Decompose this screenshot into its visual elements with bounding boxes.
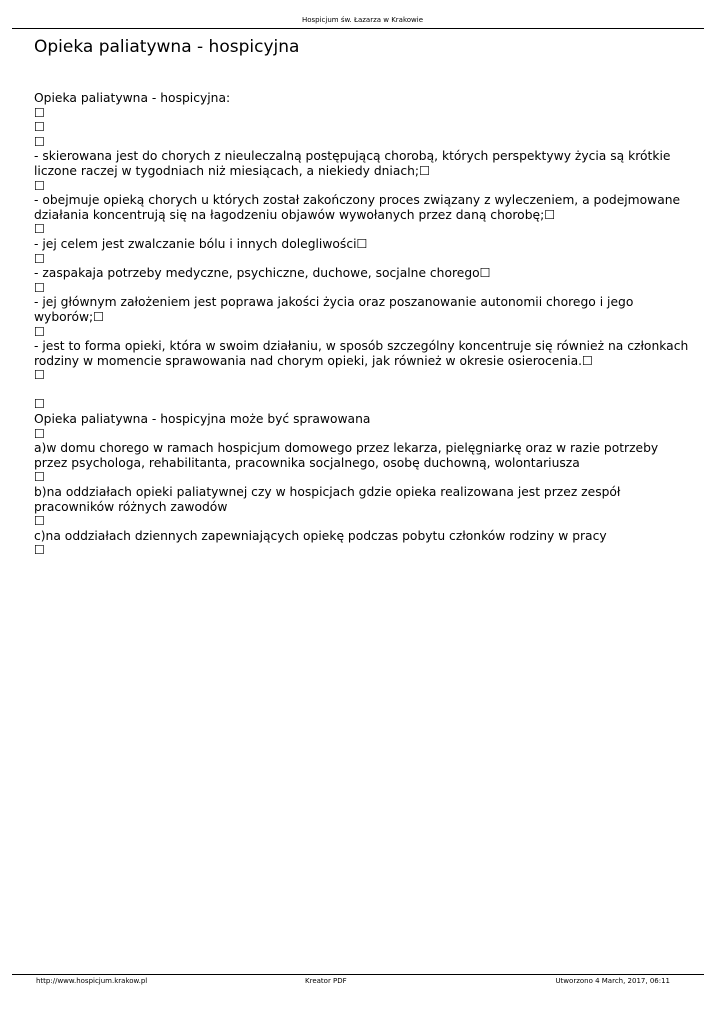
checkbox-glyph: ☐ xyxy=(34,470,46,485)
checkbox-glyph: ☐ xyxy=(34,222,46,237)
list-item: - jej głównym założeniem jest poprawa jakości życia oraz poszanowanie autonomii chorego i jego wyborów;☐ xyxy=(34,295,634,324)
article-body xyxy=(34,91,694,558)
checkbox-glyph: ☐ xyxy=(34,134,46,149)
checkbox-glyph: ☐ xyxy=(34,120,46,135)
list-item: - zaspakaja potrzeby medyczne, psychiczne, duchowe, socjalne chorego☐ xyxy=(34,266,491,281)
checkbox-glyph: ☐ xyxy=(34,324,46,339)
list-item: c)na oddziałach dziennych zapewniających opiekę podczas pobytu członków rodziny w pracy xyxy=(34,528,607,543)
footer-url-link[interactable]: http://www.hospicjum.krakow.pl xyxy=(36,977,148,985)
checkbox-glyph: ☐ xyxy=(34,426,46,441)
checkbox-glyph: ☐ xyxy=(34,368,46,383)
list-item: - jej celem jest zwalczanie bólu i innych dolegliwości☐ xyxy=(34,236,368,251)
list-item: - obejmuje opieką chorych u których został zakończony proces związany z wyleczeniem, a podejmowane działania koncentrują się na łagodzeniu objawów wywołanych przez daną chorobę;☐ xyxy=(34,193,681,222)
list-item: - jest to forma opieki, która w swoim działaniu, w sposób szczególny koncentruje się również na członkach rodziny w momencie sprawowania nad chorym opieki, jak również w okresie osierocenia.☐ xyxy=(34,339,689,368)
checkbox-glyph: ☐ xyxy=(34,397,46,412)
checkbox-glyph: ☐ xyxy=(34,514,46,529)
checkbox-glyph: ☐ xyxy=(34,105,46,120)
list-item: a)w domu chorego w ramach hospicjum domowego przez lekarza, pielęgniarkę oraz w razie potrzeby przez psychologa, rehabilitanta, pracownika socjalnego, osobę duchowną, wolontariusza xyxy=(34,441,659,470)
checkbox-glyph: ☐ xyxy=(34,543,46,558)
spacer xyxy=(34,383,694,398)
footer-divider xyxy=(12,974,704,975)
section2-heading: Opieka paliatywna - hospicyjna może być sprawowana xyxy=(34,412,371,427)
page-title: Opieka paliatywna - hospicyjna xyxy=(34,37,300,57)
footer-created-date: Utworzono 4 March, 2017, 06:11 xyxy=(555,977,670,985)
section1-heading: Opieka paliatywna - hospicyjna: xyxy=(34,91,231,105)
footer-creator: Kreator PDF xyxy=(305,977,347,985)
header-divider xyxy=(12,28,704,29)
checkbox-glyph: ☐ xyxy=(34,251,46,266)
checkbox-glyph: ☐ xyxy=(34,280,46,295)
list-item: b)na oddziałach opieki paliatywnej czy w hospicjach gdzie opieka realizowana jest przez zespół pracowników różnych zawodów xyxy=(34,485,621,514)
checkbox-glyph: ☐ xyxy=(34,178,46,193)
page-header: Hospicjum św. Łazarza w Krakowie xyxy=(301,16,424,24)
list-item: - skierowana jest do chorych z nieuleczalną postępującą chorobą, których perspektywy życia są krótkie liczone raczej w tygodniach niż miesiącach, a niekiedy dniach;☐ xyxy=(34,149,671,178)
